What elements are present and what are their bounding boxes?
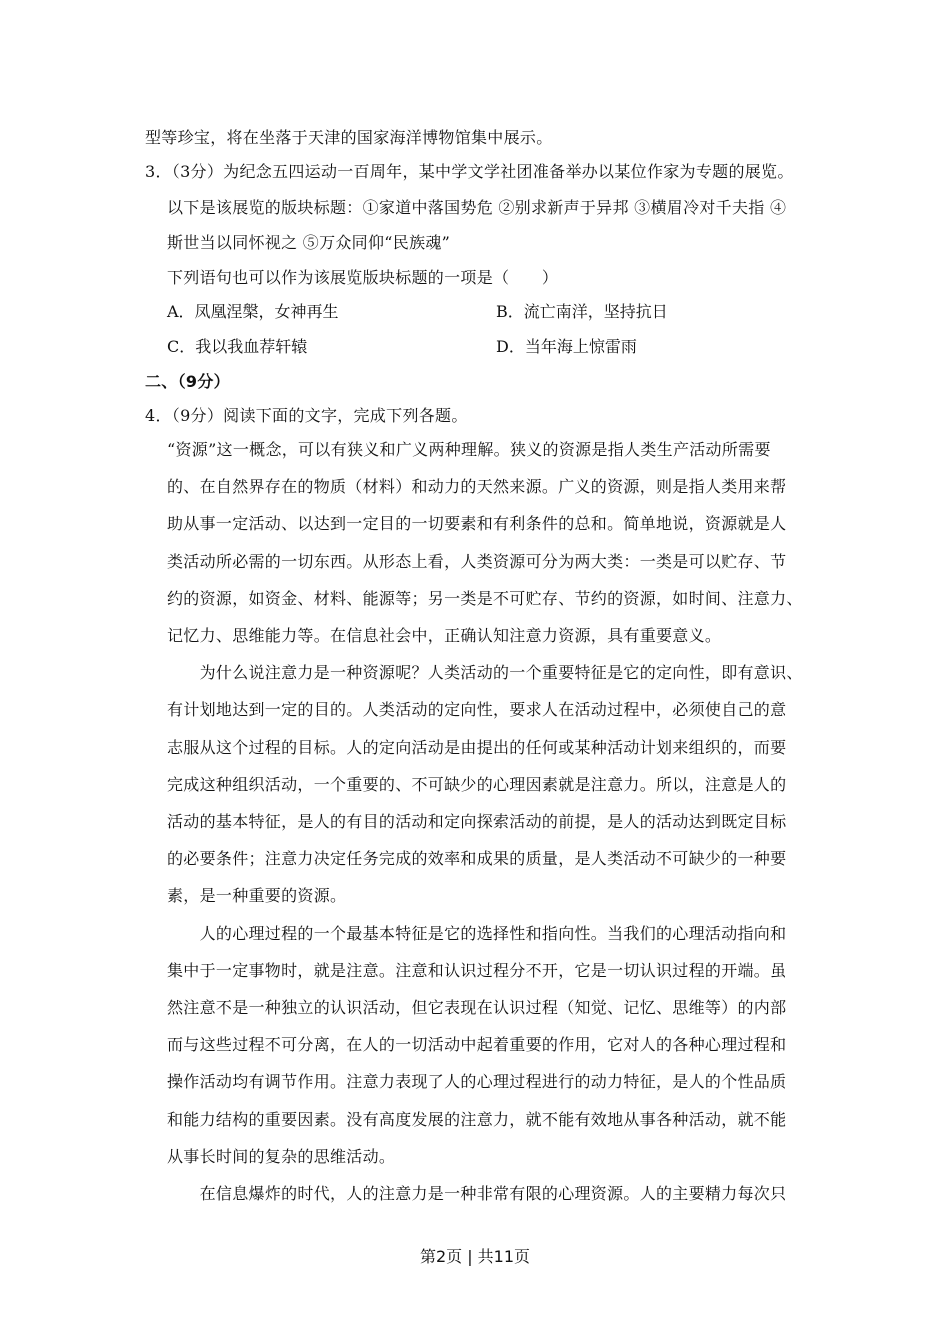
- passage-line: 然注意不是一种独立的认识活动，但它表现在认识过程（知觉、记忆、思维等）的内部: [167, 998, 787, 1017]
- option-d: D．当年海上惊雷雨: [496, 337, 637, 356]
- passage-line: 和能力结构的重要因素。没有高度发展的注意力，就不能有效地从事各种活动，就不能: [167, 1109, 787, 1129]
- passage-line: 操作活动均有调节作用。注意力表现了人的心理过程进行的动力特征，是人的个性品质: [167, 1072, 787, 1092]
- passage-line: 的必要条件；注意力决定任务完成的效率和成果的质量，是人类活动不可缺少的一种要: [167, 849, 787, 869]
- passage-line: “资源”这一概念，可以有狭义和广义两种理解。狭义的资源是指人类生产活动所需要: [167, 440, 771, 459]
- passage-line: 有计划地达到一定的目的。人类活动的定向性，要求人在活动过程中，必须使自己的意: [167, 700, 787, 720]
- passage-line: 记忆力、思维能力等。在信息社会中，正确认知注意力资源，具有重要意义。: [167, 626, 722, 645]
- passage-line: 人的心理过程的一个最基本特征是它的选择性和指向性。当我们的心理活动指向和: [167, 923, 787, 943]
- passage-line: 的、在自然界存在的物质（材料）和动力的天然来源。广义的资源，则是指人类用来帮: [167, 477, 787, 497]
- question-4-intro: 4．（9分）阅读下面的文字，完成下列各题。: [145, 406, 468, 425]
- passage-line: 完成这种组织活动，一个重要的、不可缺少的心理因素就是注意力。所以，注意是人的: [167, 774, 787, 794]
- text-line-top: 型等珍宝，将在坐落于天津的国家海洋博物馆集中展示。: [145, 128, 553, 147]
- page-footer: 第2页 | 共11页: [419, 1247, 531, 1266]
- question-3-line-3: 斯世当以同怀视之 ⑤万众同仰“民族魂”: [167, 233, 451, 252]
- passage-line: 志服从这个过程的目标。人的定向活动是由提出的任何或某种活动计划来组织的，而要: [167, 737, 787, 757]
- option-b: B．流亡南洋，坚持抗日: [496, 302, 668, 321]
- option-a: A．凤凰涅槃，女神再生: [167, 302, 339, 321]
- passage-line: 而与这些过程不可分离，在人的一切活动中起着重要的作用，它对人的各种心理过程和: [167, 1035, 787, 1055]
- passage-line: 类活动所必需的一切东西。从形态上看，人类资源可分为两大类：一类是可以贮存、节: [167, 551, 787, 571]
- option-c: C．我以我血荐轩辕: [167, 337, 308, 356]
- passage-line: 从事长时间的复杂的思维活动。: [167, 1146, 396, 1166]
- passage-line: 约的资源，如资金、材料、能源等；另一类是不可贮存、节约的资源，如时间、注意力、: [167, 588, 803, 608]
- passage-line: 为什么说注意力是一种资源呢？人类活动的一个重要特征是它的定向性，即有意识、: [167, 663, 803, 683]
- section-heading: 二、（9分）: [145, 372, 230, 391]
- passage-line: 活动的基本特征，是人的有目的活动和定向探索活动的前提，是人的活动达到既定目标: [167, 812, 787, 831]
- passage-line: 助从事一定活动、以达到一定目的一切要素和有利条件的总和。简单地说，资源就是人: [167, 514, 787, 534]
- question-3-prompt: 下列语句也可以作为该展览版块标题的一项是（ ）: [167, 268, 559, 287]
- passage-line: 集中于一定事物时，就是注意。注意和认识过程分不开，它是一切认识过程的开端。虽: [167, 960, 787, 980]
- passage-line: 在信息爆炸的时代，人的注意力是一种非常有限的心理资源。人的主要精力每次只: [167, 1184, 787, 1203]
- question-3-line-2: 以下是该展览的版块标题：①家道中落国势危 ②别求新声于异邦 ③横眉冷对千夫指 ④: [167, 198, 787, 217]
- question-3-stem: 3．（3分）为纪念五四运动一百周年，某中学文学社团准备举办以某位作家为专题的展览。: [145, 162, 794, 181]
- passage-line: 素，是一种重要的资源。: [167, 886, 347, 906]
